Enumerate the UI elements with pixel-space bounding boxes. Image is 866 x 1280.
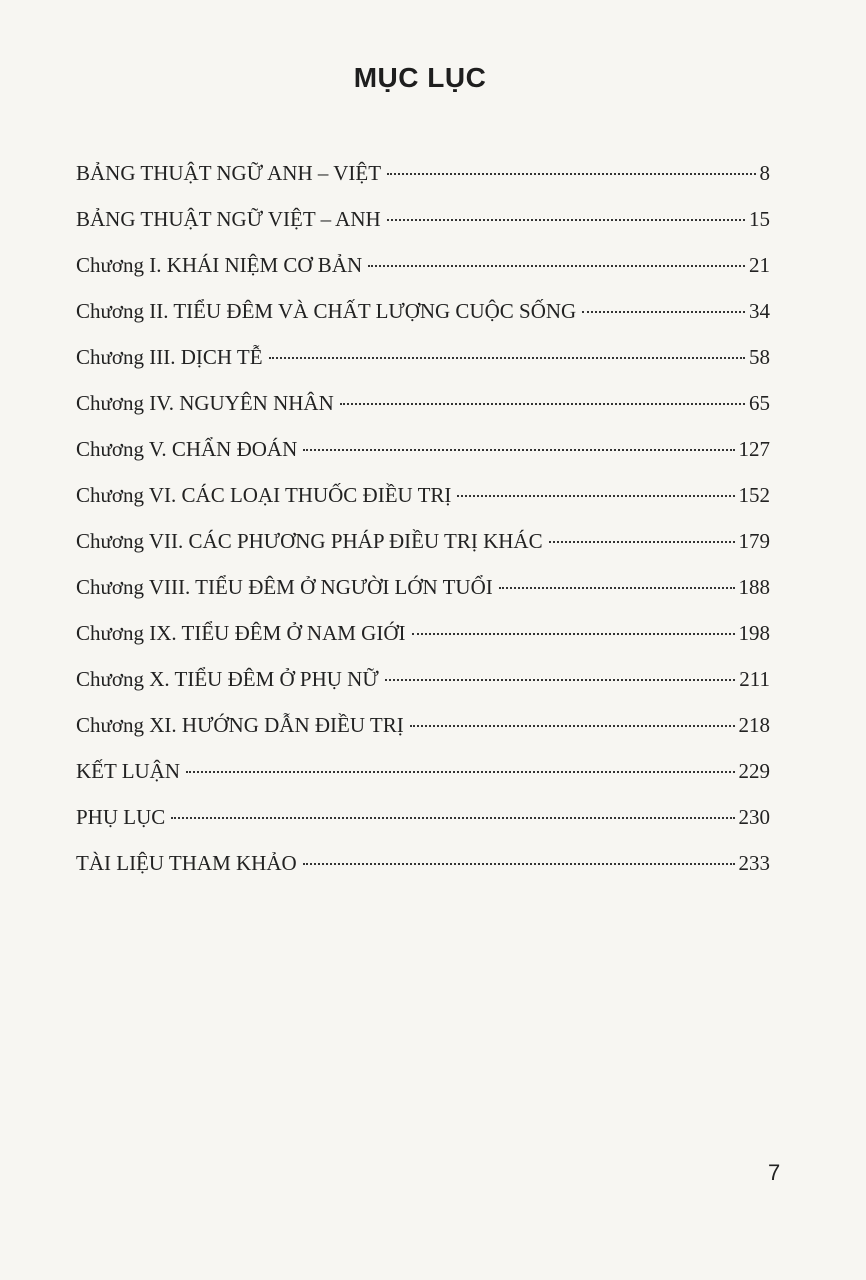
toc-leader-dots	[549, 541, 735, 543]
toc-entry	[76, 196, 770, 242]
page-number: 7	[768, 1160, 781, 1185]
toc-leader-dots	[412, 633, 735, 635]
toc-entry-page: 34	[749, 299, 770, 323]
toc-entry-label: Chương VIII. TIỂU ĐÊM Ở NGƯỜI LỚN TUỔI	[76, 575, 493, 599]
toc-entry	[76, 840, 770, 886]
toc-entry	[76, 748, 770, 794]
toc-leader-dots	[457, 495, 734, 497]
toc-entry-label: Chương III. DỊCH TỄ	[76, 345, 263, 369]
toc-entry-page: 65	[749, 391, 770, 415]
toc-entry-page: 188	[738, 575, 770, 599]
toc-entry	[76, 334, 770, 380]
toc-leader-dots	[368, 265, 745, 267]
toc-entry	[76, 426, 770, 472]
toc-entry-page: 218	[738, 713, 770, 737]
page-title: MỤC LỤC	[353, 62, 487, 93]
toc-leader-dots	[269, 357, 745, 359]
toc-entry	[76, 794, 770, 840]
toc-entry-label: Chương VI. CÁC LOẠI THUỐC ĐIỀU TRỊ	[76, 483, 452, 507]
toc-entry-page: 211	[739, 667, 770, 691]
toc-leader-dots	[186, 771, 734, 773]
toc-entry-label: Chương IX. TIỂU ĐÊM Ở NAM GIỚI	[76, 621, 406, 645]
toc-entry-page: 230	[738, 805, 770, 829]
toc-leader-dots	[385, 679, 736, 681]
toc-entry-label: PHỤ LỤC	[76, 805, 166, 829]
toc-entry	[76, 564, 770, 610]
toc-entry-page: 233	[738, 851, 770, 875]
toc-leader-dots	[340, 403, 745, 405]
toc-leader-dots	[410, 725, 735, 727]
toc-entry-page: 179	[738, 529, 770, 553]
toc-leader-dots	[582, 311, 745, 313]
toc-entry-label: KẾT LUẬN	[76, 759, 181, 783]
toc-entry-label: Chương V. CHẨN ĐOÁN	[76, 437, 298, 461]
toc-entry-page: 15	[749, 207, 770, 231]
toc-entry-label: BẢNG THUẬT NGỮ VIỆT – ANH	[76, 207, 381, 231]
toc-entry	[76, 242, 770, 288]
toc-entry-label: Chương IV. NGUYÊN NHÂN	[76, 391, 334, 415]
toc-leader-dots	[387, 173, 755, 175]
toc-entry-page: 127	[738, 437, 770, 461]
toc-entry-label: TÀI LIỆU THAM KHẢO	[76, 851, 297, 875]
toc-entry-page: 21	[749, 253, 770, 277]
toc-entry-page: 229	[738, 759, 770, 783]
table-of-contents	[76, 150, 770, 886]
toc-entry	[76, 656, 770, 702]
toc-leader-dots	[387, 219, 745, 221]
toc-entry-page: 58	[749, 345, 770, 369]
toc-leader-dots	[499, 587, 735, 589]
toc-leader-dots	[303, 449, 734, 451]
toc-entry-label: Chương II. TIỂU ĐÊM VÀ CHẤT LƯỢNG CUỘC SỐNG	[76, 299, 577, 323]
toc-entry-label: Chương VII. CÁC PHƯƠNG PHÁP ĐIỀU TRỊ KHÁC	[76, 529, 543, 553]
toc-leader-dots	[171, 817, 734, 819]
toc-entry-label: Chương XI. HƯỚNG DẪN ĐIỀU TRỊ	[76, 713, 404, 737]
toc-entry	[76, 150, 770, 196]
toc-entry	[76, 472, 770, 518]
toc-entry-page: 198	[738, 621, 770, 645]
toc-entry	[76, 288, 770, 334]
toc-entry-page: 8	[759, 161, 770, 185]
toc-entry	[76, 380, 770, 426]
toc-entry-label: BẢNG THUẬT NGỮ ANH – VIỆT	[76, 161, 382, 185]
toc-entry	[76, 518, 770, 564]
toc-entry	[76, 702, 770, 748]
toc-entry-label: Chương I. KHÁI NIỆM CƠ BẢN	[76, 253, 363, 277]
toc-leader-dots	[303, 863, 735, 865]
toc-entry	[76, 610, 770, 656]
toc-entry-label: Chương X. TIỂU ĐÊM Ở PHỤ NỮ	[76, 667, 379, 691]
toc-entry-page: 152	[738, 483, 770, 507]
